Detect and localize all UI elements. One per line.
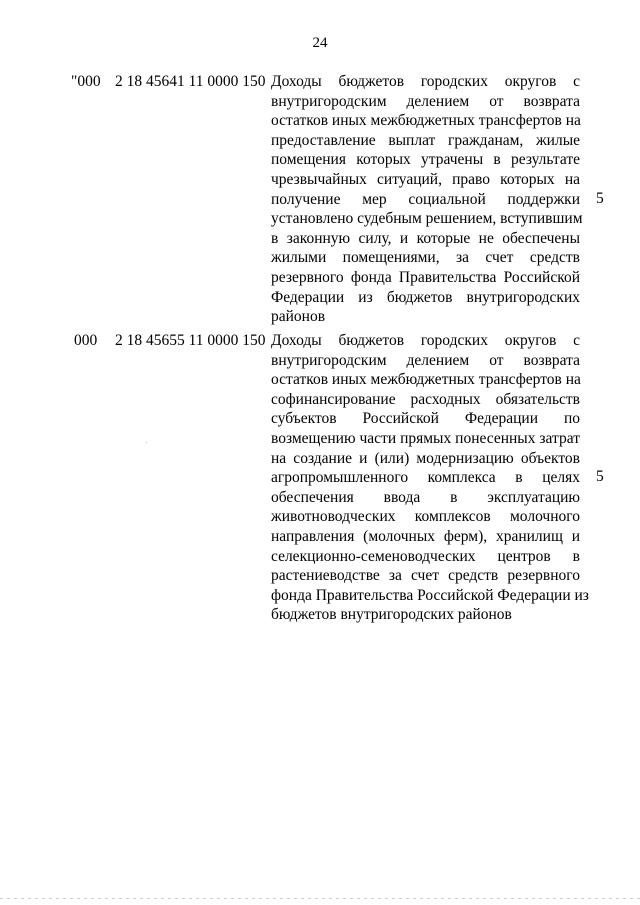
- kbk-code: 2 18 45655 11 0000 150: [115, 332, 266, 349]
- description-line: бюджетов внутригородских районов: [271, 606, 512, 624]
- description-line: селекционно-семеноводческих центров в: [271, 547, 580, 565]
- scan-edge-line: [0, 898, 640, 899]
- kbk-code: 2 18 45641 11 0000 150: [115, 73, 266, 90]
- description-line: остатков иных межбюджетных трансфертов на: [271, 371, 581, 389]
- description-line: резервного фонда Правительства Российской: [271, 268, 580, 286]
- income-description: [271, 72, 583, 327]
- page-number: 24: [312, 35, 328, 51]
- description-line: Доходы бюджетов городских округов с: [271, 332, 580, 349]
- description-line: внутригородским делением от возврата: [271, 92, 580, 110]
- description-line: остатков иных межбюджетных трансфертов на: [271, 112, 581, 130]
- description-line: Доходы бюджетов городских округов с: [271, 73, 580, 90]
- admin-code: 000: [74, 332, 98, 349]
- description-line: на создание и (или) модернизацию объектов: [271, 449, 580, 467]
- description-line: животноводческих комплексов молочного: [271, 508, 580, 526]
- description-line: субъектов Российской Федерации по: [271, 410, 580, 428]
- description-line: внутригородским делением от возврата: [271, 351, 580, 369]
- description-line: направления (молочных ферм), хранилищ и: [271, 527, 580, 545]
- description-line: чрезвычайных ситуаций, право которых на: [271, 170, 580, 188]
- description-line: софинансирование расходных обязательств: [271, 390, 580, 408]
- description-line: обеспечения ввода в эксплуатацию: [271, 488, 580, 506]
- description-line: жилыми помещениями, за счет средств: [271, 249, 580, 267]
- gloss-mark: 5: [596, 190, 604, 207]
- admin-code: "000: [71, 73, 101, 90]
- description-line: районов: [271, 308, 326, 326]
- description-line: возмещению части прямых понесенных затрат: [271, 429, 580, 447]
- description-line: в законную силу, и которые не обеспечены: [271, 229, 580, 247]
- gloss-mark: 5: [596, 468, 604, 485]
- description-line: установлено судебным решением, вступившим: [271, 210, 583, 228]
- scan-speck: [146, 442, 147, 443]
- description-line: получение мер социальной поддержки: [271, 190, 580, 208]
- description-line: Федерации из бюджетов внутригородских: [271, 288, 580, 306]
- description-line: растениеводстве за счет средств резервного: [271, 567, 580, 585]
- description-line: фонда Правительства Российской Федерации из: [271, 586, 589, 604]
- description-line: агропромышленного комплекса в целях: [271, 469, 580, 487]
- description-line: предоставление выплат гражданам, жилые: [271, 131, 580, 149]
- income-description: [271, 331, 589, 625]
- description-line: помещения которых утрачены в результате: [271, 151, 580, 169]
